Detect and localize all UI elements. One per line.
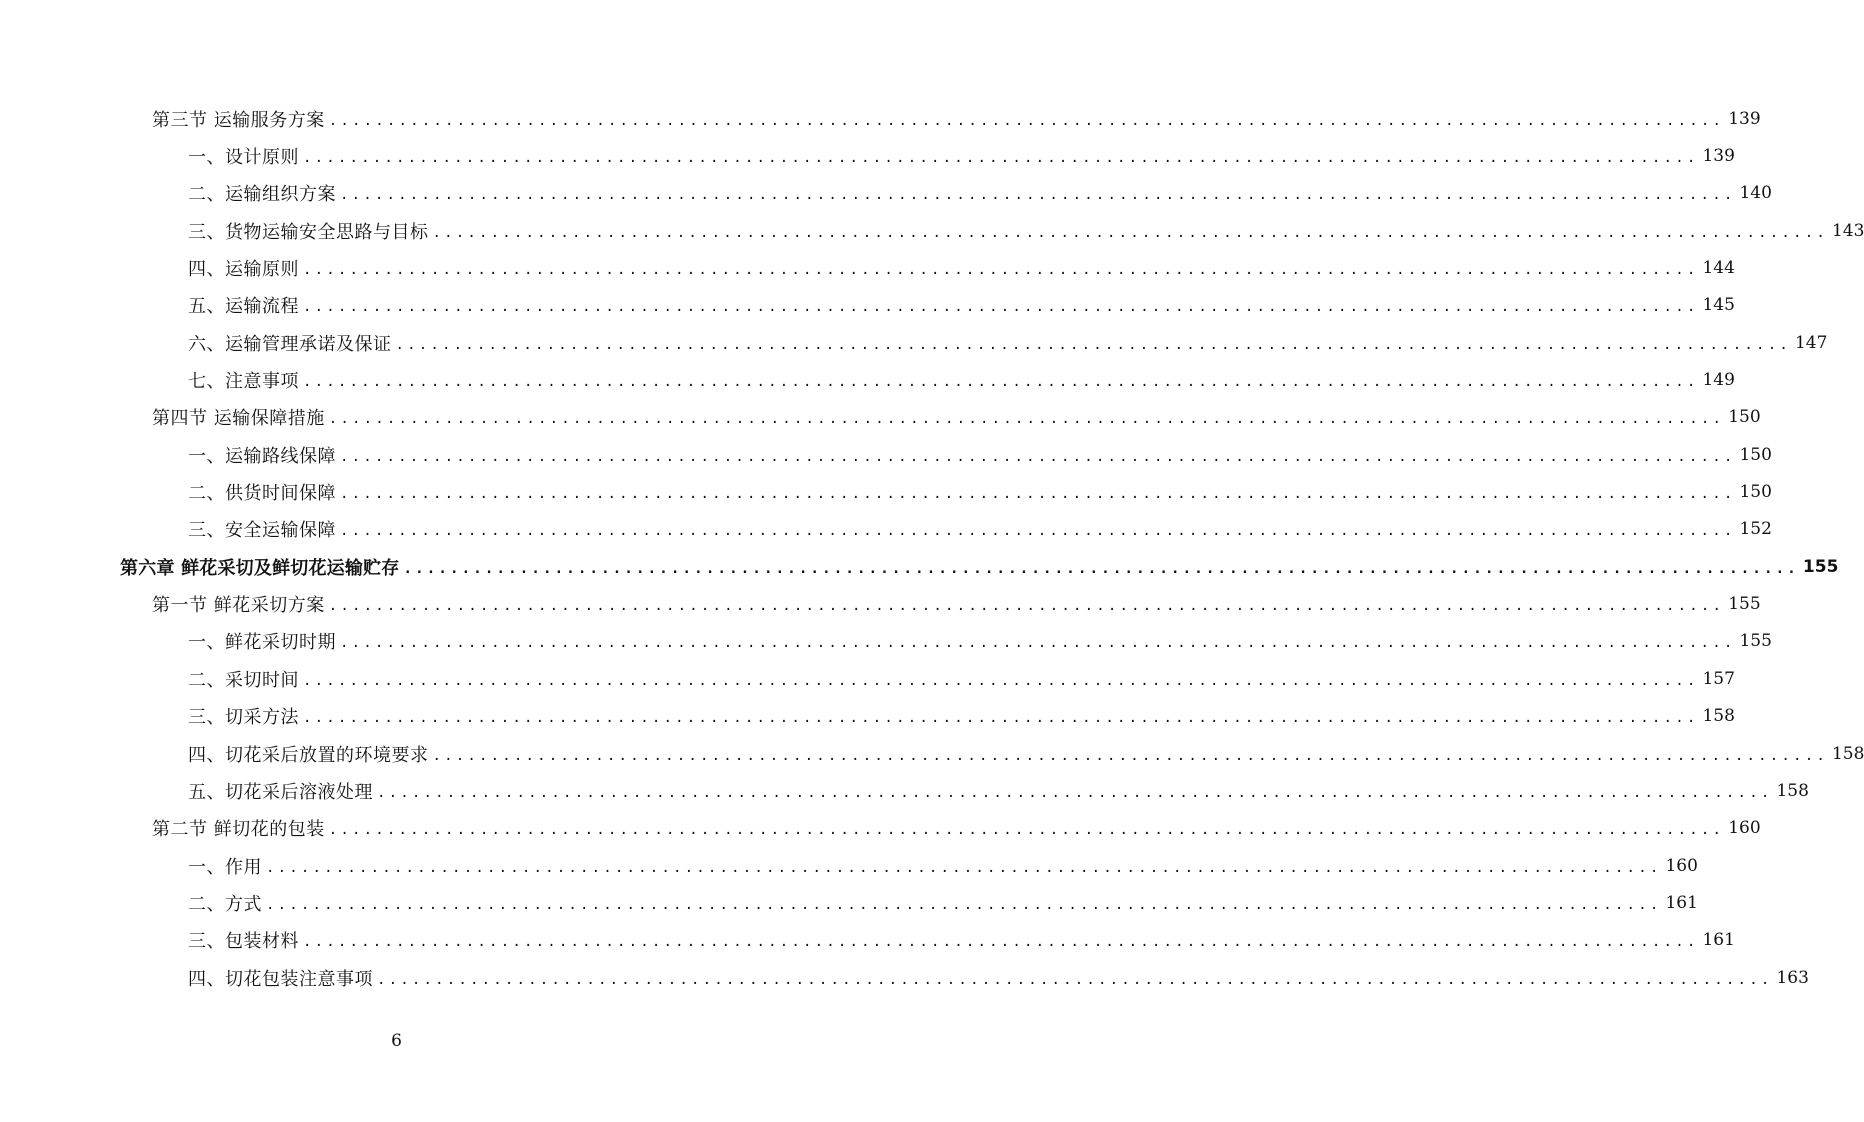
table-of-contents	[0, 100, 1864, 996]
toc-chapter-row[interactable]	[0, 548, 1839, 585]
dot-leader: ........................................................................................................................	[328, 598, 1725, 615]
dot-leader: ........................................................................................................................	[432, 747, 1828, 764]
dot-leader: ........................................................................................................................	[432, 224, 1828, 241]
toc-page-number: 140	[1739, 183, 1772, 204]
dot-leader: ........................................................................................................................	[303, 150, 1699, 167]
dot-leader: ........................................................................................................................	[377, 784, 1773, 801]
toc-entry-title: 一、鲜花采切时期	[188, 632, 336, 654]
toc-entry-title: 四、切花包装注意事项	[188, 968, 373, 990]
toc-item-row[interactable]	[0, 847, 1698, 884]
toc-entry-title: 三、货物运输安全思路与目标	[188, 221, 429, 243]
toc-item-row[interactable]	[0, 249, 1735, 286]
toc-page-number: 147	[1794, 332, 1828, 353]
toc-page-number: 150	[1739, 444, 1772, 465]
dot-leader: ........................................................................................................................	[266, 859, 1662, 876]
dot-leader: ........................................................................................................................	[340, 486, 1736, 503]
toc-entry-title: 二、方式	[188, 893, 262, 915]
toc-item-row[interactable]	[0, 361, 1735, 398]
dot-leader: ........................................................................................................................	[395, 336, 1791, 353]
toc-entry-title: 二、采切时间	[188, 669, 299, 691]
dot-leader: ........................................................................................................................	[303, 934, 1699, 951]
toc-section-row[interactable]	[0, 585, 1761, 622]
toc-item-row[interactable]	[0, 137, 1735, 174]
toc-item-row[interactable]	[0, 884, 1698, 921]
dot-leader: ........................................................................................................................	[303, 374, 1699, 391]
toc-page-number: 155	[1728, 594, 1761, 615]
toc-item-row[interactable]	[0, 324, 1828, 361]
toc-entry-title: 第四节 运输保障措施	[152, 408, 325, 430]
dot-leader: ........................................................................................................................	[303, 299, 1699, 316]
toc-page-number: 150	[1739, 482, 1772, 503]
toc-entry-title: 三、切采方法	[188, 707, 299, 729]
toc-item-row[interactable]	[0, 922, 1735, 959]
toc-page-number: 155	[1802, 556, 1839, 577]
toc-page-number: 139	[1728, 108, 1761, 129]
toc-entry-title: 六、运输管理承诺及保证	[188, 333, 392, 355]
toc-entry-title: 二、运输组织方案	[188, 184, 336, 206]
toc-page-number: 163	[1776, 967, 1809, 988]
toc-entry-title: 七、注意事项	[188, 371, 299, 393]
toc-page-number: 155	[1739, 631, 1772, 652]
toc-page-number: 161	[1702, 930, 1735, 951]
dot-leader: ........................................................................................................................	[303, 262, 1699, 279]
toc-item-row[interactable]	[0, 212, 1864, 249]
dot-leader: ........................................................................................................................	[403, 560, 1799, 577]
toc-page-number: 161	[1665, 892, 1698, 913]
toc-item-row[interactable]	[0, 660, 1735, 697]
toc-section-row[interactable]	[0, 810, 1761, 847]
toc-page-number: 143	[1831, 220, 1864, 241]
toc-item-row[interactable]	[0, 511, 1772, 548]
toc-page-number: 160	[1728, 818, 1761, 839]
dot-leader: ........................................................................................................................	[303, 672, 1699, 689]
toc-page-number: 139	[1702, 146, 1735, 167]
toc-entry-title: 第三节 运输服务方案	[152, 109, 325, 131]
toc-item-row[interactable]	[0, 436, 1772, 473]
toc-entry-title: 一、运输路线保障	[188, 445, 336, 467]
toc-item-row[interactable]	[0, 623, 1772, 660]
dot-leader: ........................................................................................................................	[328, 411, 1725, 428]
toc-item-row[interactable]	[0, 772, 1809, 809]
toc-entry-title: 一、作用	[188, 856, 262, 878]
toc-entry-title: 一、设计原则	[188, 147, 299, 169]
dot-leader: ........................................................................................................................	[340, 523, 1736, 540]
dot-leader: ........................................................................................................................	[266, 896, 1662, 913]
dot-leader: ........................................................................................................................	[328, 112, 1725, 129]
toc-entry-title: 四、切花采后放置的环境要求	[188, 744, 429, 766]
dot-leader: ........................................................................................................................	[377, 971, 1773, 988]
toc-entry-title: 二、供货时间保障	[188, 483, 336, 505]
toc-page-number: 149	[1702, 370, 1735, 391]
toc-item-row[interactable]	[0, 287, 1735, 324]
toc-item-row[interactable]	[0, 175, 1772, 212]
dot-leader: ........................................................................................................................	[340, 448, 1736, 465]
toc-entry-title: 三、包装材料	[188, 931, 299, 953]
dot-leader: ........................................................................................................................	[340, 635, 1736, 652]
dot-leader: ........................................................................................................................	[303, 710, 1699, 727]
toc-page-number: 152	[1739, 519, 1772, 540]
toc-item-row[interactable]	[0, 473, 1772, 510]
toc-page-number: 145	[1702, 295, 1735, 316]
toc-entry-title: 四、运输原则	[188, 259, 299, 281]
toc-entry-title: 五、运输流程	[188, 296, 299, 318]
toc-section-row[interactable]	[0, 100, 1761, 137]
toc-page-number: 160	[1665, 855, 1698, 876]
toc-item-row[interactable]	[0, 735, 1864, 772]
toc-page-number: 158	[1831, 743, 1864, 764]
dot-leader: ........................................................................................................................	[340, 187, 1736, 204]
toc-page-number: 158	[1702, 706, 1735, 727]
dot-leader: ........................................................................................................................	[328, 822, 1725, 839]
toc-page-number: 157	[1702, 668, 1735, 689]
toc-entry-title: 第二节 鲜切花的包装	[152, 819, 325, 841]
toc-page-number: 158	[1776, 780, 1809, 801]
toc-item-row[interactable]	[0, 959, 1809, 996]
toc-item-row[interactable]	[0, 698, 1735, 735]
toc-entry-title: 第六章 鲜花采切及鲜切花运输贮存	[120, 557, 400, 579]
toc-page-number: 150	[1728, 407, 1761, 428]
toc-entry-title: 五、切花采后溶液处理	[188, 781, 373, 803]
toc-page-number: 144	[1702, 258, 1735, 279]
toc-entry-title: 三、安全运输保障	[188, 520, 336, 542]
toc-entry-title: 第一节 鲜花采切方案	[152, 595, 325, 617]
page-number: 6	[391, 1031, 402, 1051]
toc-section-row[interactable]	[0, 399, 1761, 436]
